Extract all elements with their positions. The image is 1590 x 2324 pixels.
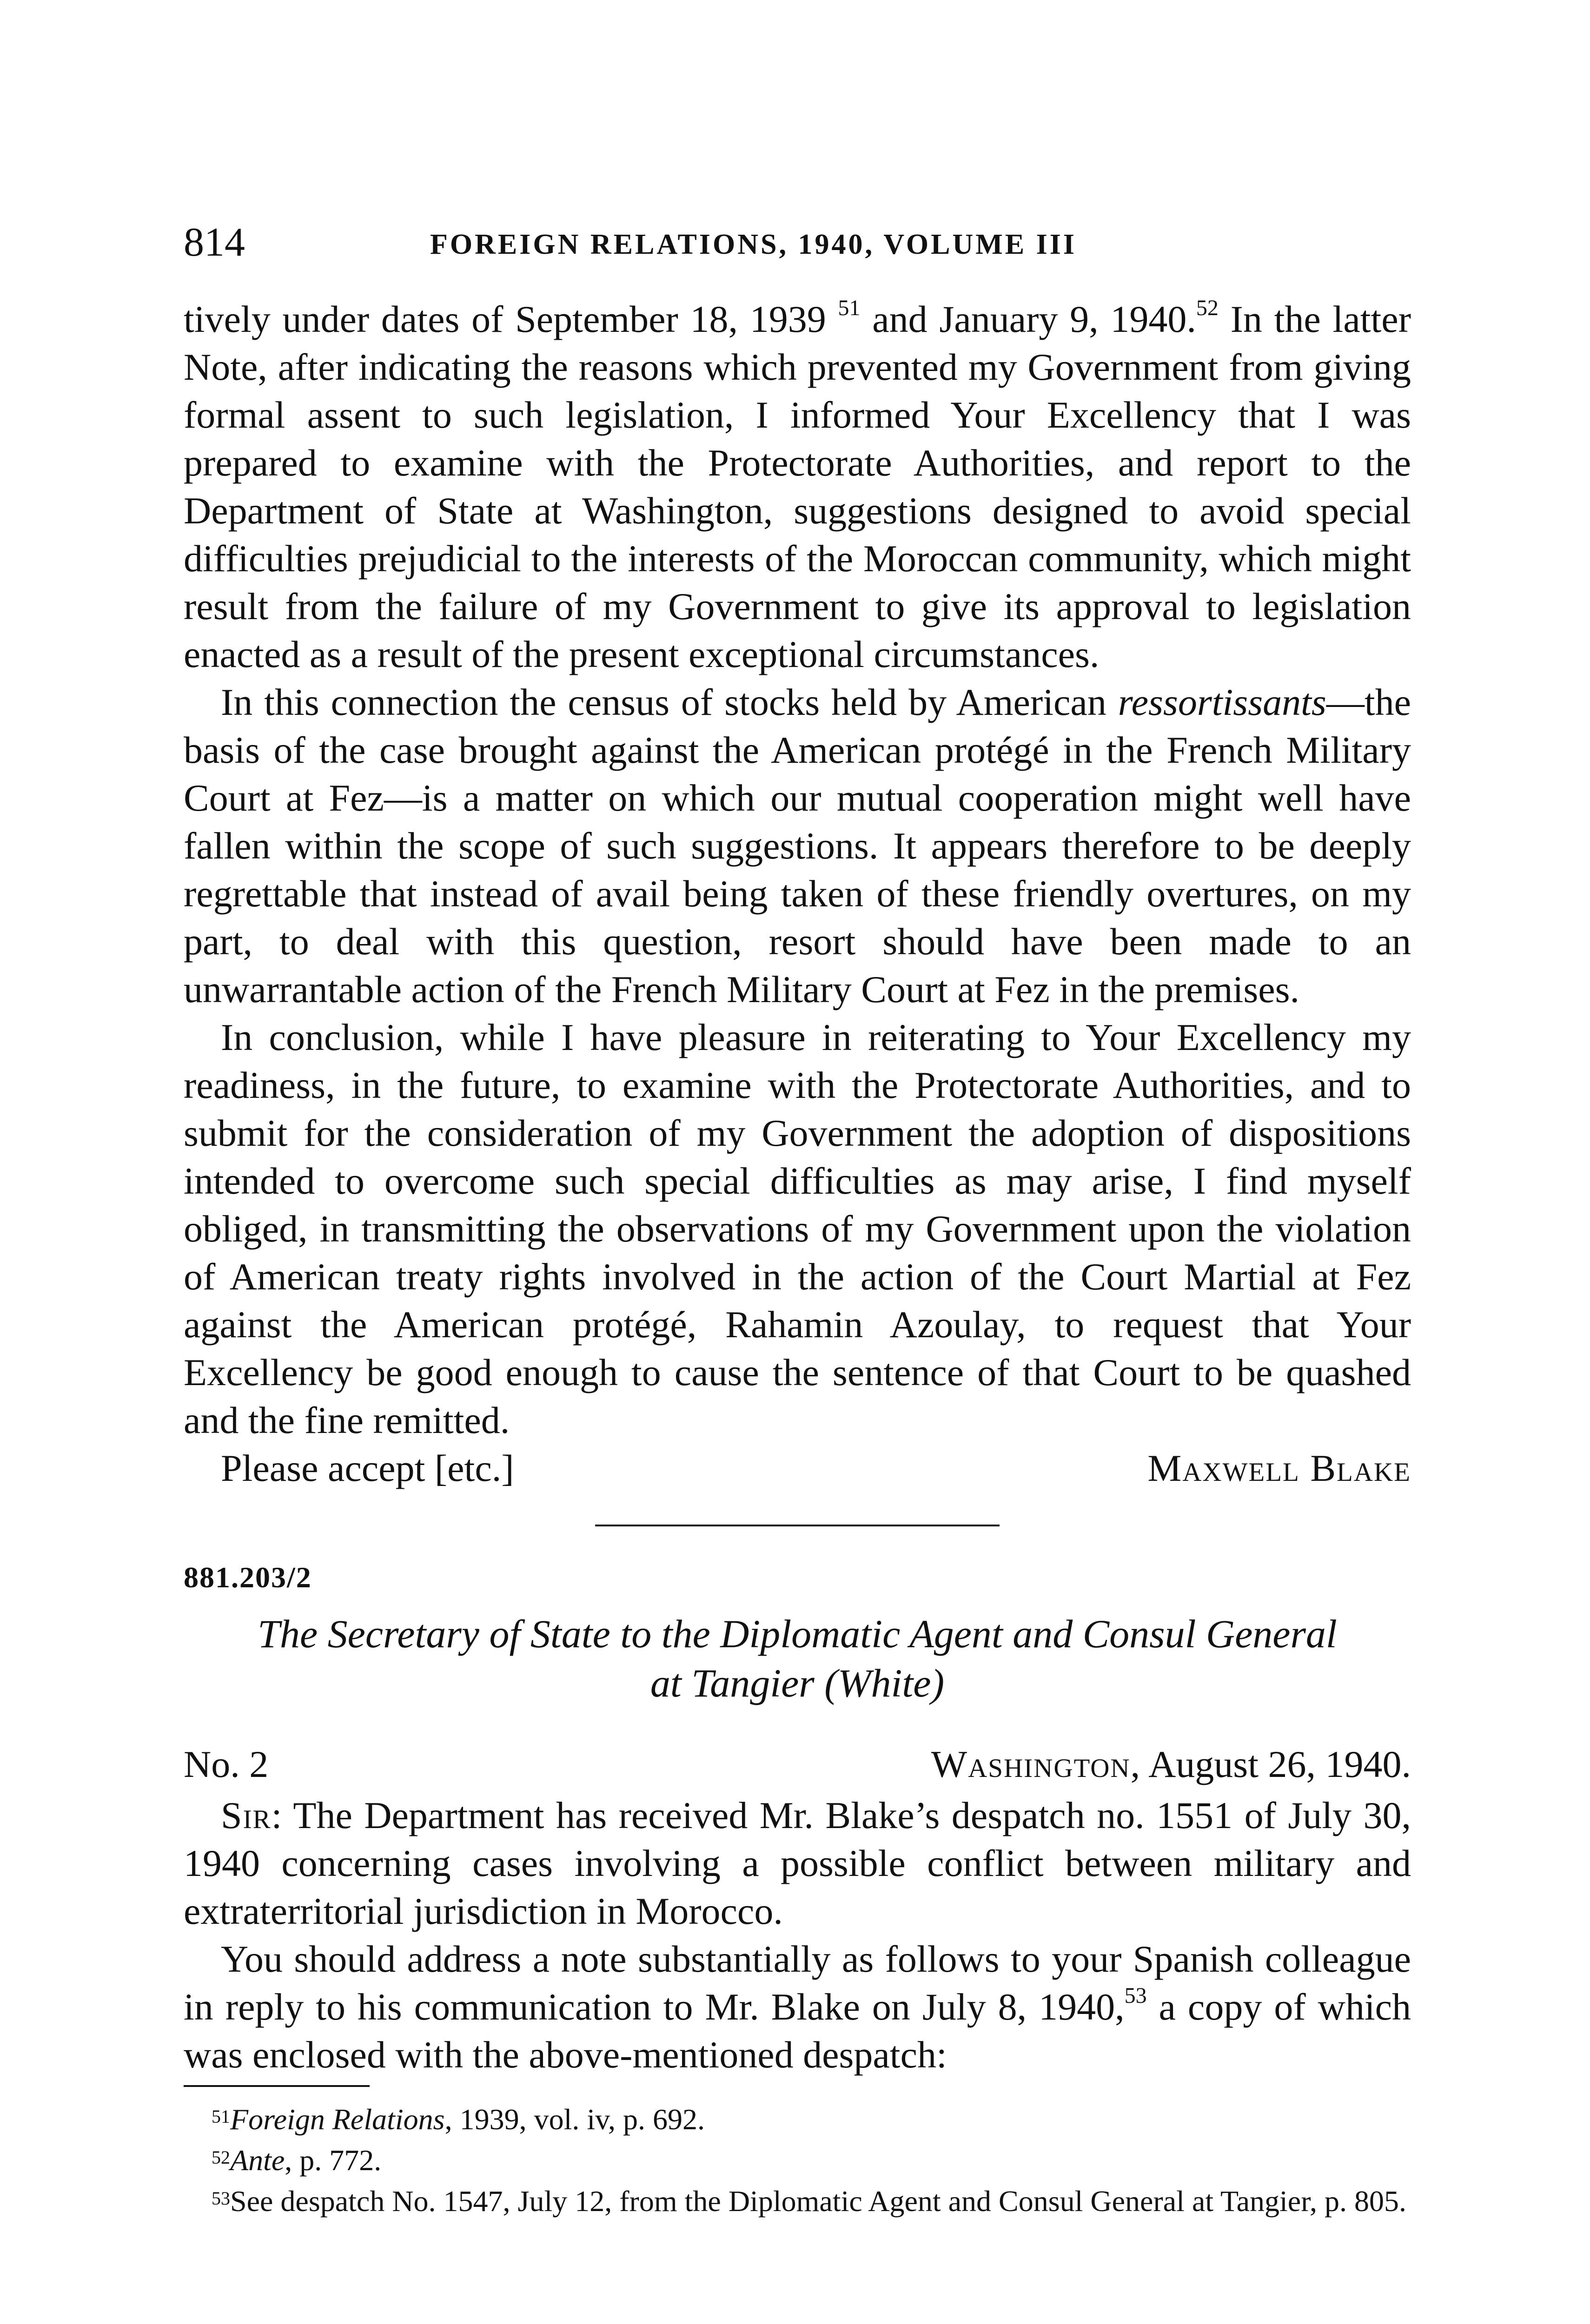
- footnote-52-mark: 52: [212, 2147, 230, 2168]
- footnote-ref-51[interactable]: 51: [838, 295, 861, 320]
- letter-paragraph-2-part-a: You should address a note substantially as follows to your Spanish colleague in reply to his communication to Mr. Blake on July 8, 1940,: [184, 1938, 1411, 2028]
- footnote-51-rest: , 1939, vol. iv, p. 692.: [444, 2103, 705, 2136]
- paragraph-2: [184, 678, 1411, 1013]
- document-title-line-1: The Secretary of State to the Diplomatic Agent and Consul General: [258, 1611, 1337, 1656]
- file-number: 881.203/2: [184, 1561, 312, 1594]
- signature: Maxwell Blake: [1147, 1447, 1411, 1489]
- letter-paragraph-2: [184, 1935, 1411, 2079]
- footnote-52: [184, 2142, 1411, 2183]
- signoff: [184, 1444, 1411, 1492]
- closing-text: Please accept [etc.]: [221, 1447, 514, 1489]
- page-number: 814: [184, 220, 245, 265]
- document-title-line-2: at Tangier (White): [650, 1661, 945, 1705]
- letter-paragraph-1: [184, 1791, 1411, 1935]
- running-head: FOREIGN RELATIONS, 1940, VOLUME III: [430, 229, 1077, 260]
- footnote-53: [184, 2183, 1411, 2224]
- paragraph-1-part-a: tively under dates of September 18, 1939: [184, 298, 838, 340]
- footnote-51-mark: 51: [212, 2106, 230, 2127]
- paragraph-3: In conclusion, while I have pleasure in reiterating to Your Excellency my readiness, in the future, to examine with the Protectorate Authorities, and to submit for the consideration of my Government the adoption of dispositions intended to overcome such special difficulties as may arise, I find myself obliged, in transmitting the observations of my Government upon the violation of American treaty rights involved in the action of the Court Martial at Fez against the American protégé, Rahamin Azoulay, to request that Your Excellency be good enough to cause the sentence of that Court to be quashed and the fine remitted.: [184, 1016, 1411, 1441]
- paragraph-1: [184, 295, 1411, 678]
- footnote-52-rest: , p. 772.: [285, 2144, 382, 2177]
- letter-paragraph-2-part-b: a copy of which was enclosed with the above-mentioned despatch:: [184, 1986, 1411, 2076]
- date: August 26, 1940.: [1141, 1743, 1411, 1785]
- footnotes: [184, 2101, 1411, 2224]
- page-header: [184, 219, 1411, 271]
- paragraph-1-part-c: In the latter Note, after indicating the reasons which prevented my Government from giving formal assent to such legislation, I informed Your Excellency that I was prepared to examine with the Protectorate Authorities, and report to the Department of State at Washington, suggestions designed to avoid special difficulties prejudicial to the interests of the Moroccan community, which might result from the failure of my Government to give its approval to legislation enacted as a result of the present exceptional circumstances.: [184, 298, 1411, 675]
- footnote-rule: [184, 2085, 370, 2087]
- paragraph-2-part-b: —the basis of the case brought against the American protégé in the French Military Court at Fez—is a matter on which our mutual cooperation might well have fallen within the scope of such suggestions. It appears therefore to be deeply regrettable that instead of avail being taken of these friendly overtures, on my part, to deal with this question, resort should have been made to an unwarrantable action of the French Military Court at Fez in the premises.: [184, 681, 1411, 1010]
- footnote-51: [184, 2101, 1411, 2142]
- document-title: [184, 1609, 1411, 1708]
- page-body: [184, 295, 1411, 2224]
- place: Washington,: [931, 1743, 1141, 1785]
- footnote-52-title: Ante: [230, 2144, 285, 2177]
- footnote-53-text: See despatch No. 1547, July 12, from the Diplomatic Agent and Consul General at Tangier, p. 805.: [230, 2185, 1406, 2218]
- paragraph-2-part-a: In this connection the census of stocks held by American: [221, 681, 1118, 723]
- place-and-date: [931, 1740, 1411, 1788]
- footnote-ref-52[interactable]: 52: [1196, 295, 1219, 320]
- footnote-ref-53[interactable]: 53: [1124, 1983, 1147, 2008]
- footnote-53-mark: 53: [212, 2188, 230, 2209]
- section-divider: [595, 1525, 1000, 1526]
- footnote-51-title: Foreign Relations: [230, 2103, 445, 2136]
- paragraph-2-italic-term: ressortissants: [1118, 681, 1326, 723]
- dateline: [184, 1740, 1411, 1791]
- paragraph-1-part-b: and January 9, 1940.: [860, 298, 1196, 340]
- document-number: No. 2: [184, 1743, 269, 1785]
- letter-paragraph-1-text: : The Department has received Mr. Blake’s despatch no. 1551 of July 30, 1940 concerning cases involving a possible conflict between military and extraterritorial jurisdiction in Morocco.: [184, 1794, 1411, 1932]
- salutation: Sir: [221, 1794, 272, 1836]
